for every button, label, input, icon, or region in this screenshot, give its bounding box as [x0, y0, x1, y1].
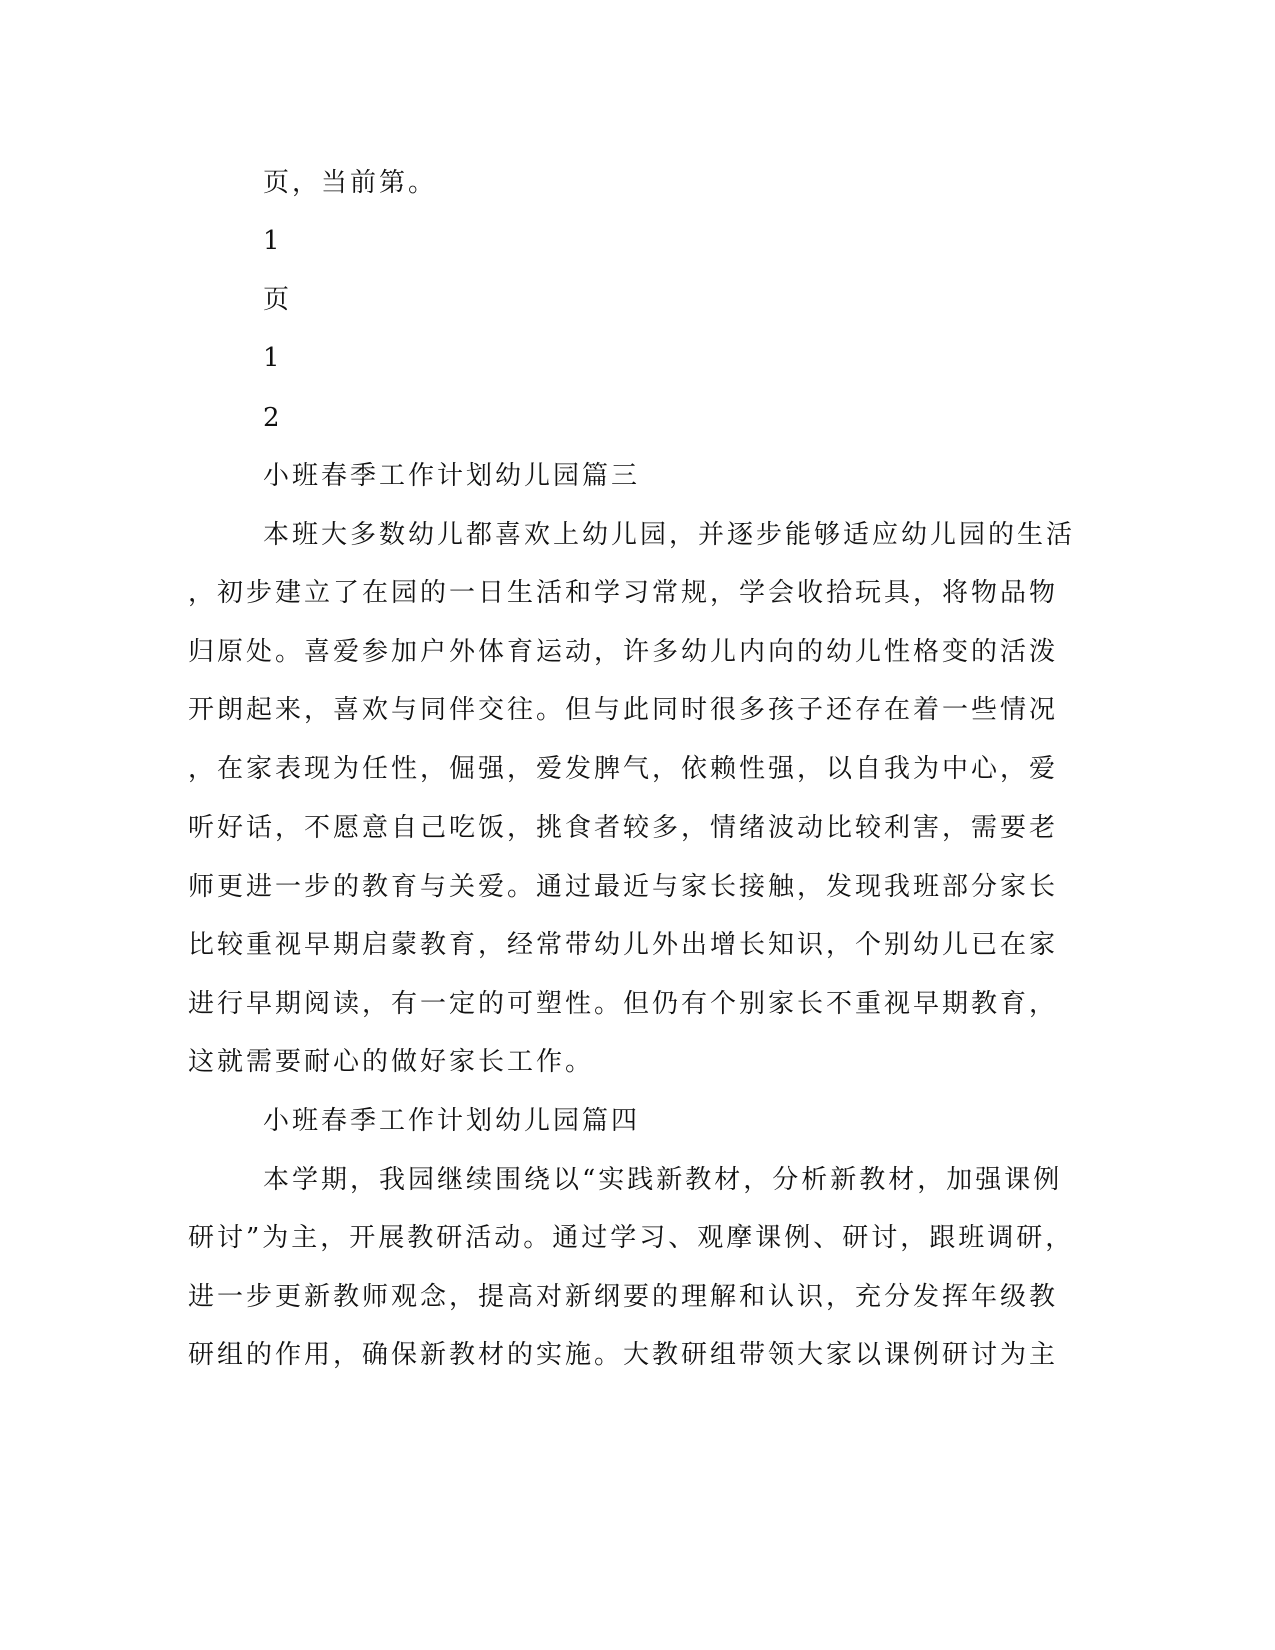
- paragraph-line: 研组的作用，确保新教材的实施。大教研组带领大家以课例研讨为主: [188, 1340, 1059, 1370]
- section-heading: 小班春季工作计划幼儿园篇三: [263, 461, 641, 491]
- pagination-number: 1: [263, 343, 283, 373]
- paragraph-line: 这就需要耐心的做好家长工作。: [188, 1047, 595, 1077]
- paragraph-line: 开朗起来，喜欢与同伴交往。但与此同时很多孩子还存在着一些情况: [188, 695, 1059, 725]
- paragraph-line: 师更进一步的教育与关爱。通过最近与家长接触，发现我班部分家长: [188, 872, 1059, 902]
- pagination-number: 2: [263, 403, 283, 433]
- pagination-text: 页，当前第。: [263, 168, 438, 198]
- paragraph-line: 归原处。喜爱参加户外体育运动，许多幼儿内向的幼儿性格变的活泼: [188, 637, 1059, 667]
- paragraph-line: 听好话，不愿意自己吃饭，挑食者较多，情绪波动比较利害，需要老: [188, 813, 1059, 843]
- paragraph-line: 本学期，我园继续围绕以“实践新教材，分析新教材，加强课例: [263, 1165, 1063, 1195]
- pagination-text: 页: [263, 285, 293, 315]
- paragraph-line: 本班大多数幼儿都喜欢上幼儿园，并逐步能够适应幼儿园的生活: [263, 520, 1076, 550]
- section-heading: 小班春季工作计划幼儿园篇四: [263, 1106, 641, 1136]
- paragraph-line: 进一步更新教师观念，提高对新纲要的理解和认识，充分发挥年级教: [188, 1282, 1059, 1312]
- paragraph-line: 比较重视早期启蒙教育，经常带幼儿外出增长知识，个别幼儿已在家: [188, 930, 1059, 960]
- paragraph-line: ，初步建立了在园的一日生活和学习常规，学会收拾玩具，将物品物: [188, 578, 1059, 608]
- pagination-number: 1: [263, 226, 283, 256]
- paragraph-line: ，在家表现为任性，倔强，爱发脾气，依赖性强，以自我为中心，爱: [188, 754, 1059, 784]
- paragraph-line: 研讨”为主，开展教研活动。通过学习、观摩课例、研讨，跟班调研，: [188, 1223, 1075, 1253]
- paragraph-line: 进行早期阅读，有一定的可塑性。但仍有个别家长不重视早期教育，: [188, 989, 1059, 1019]
